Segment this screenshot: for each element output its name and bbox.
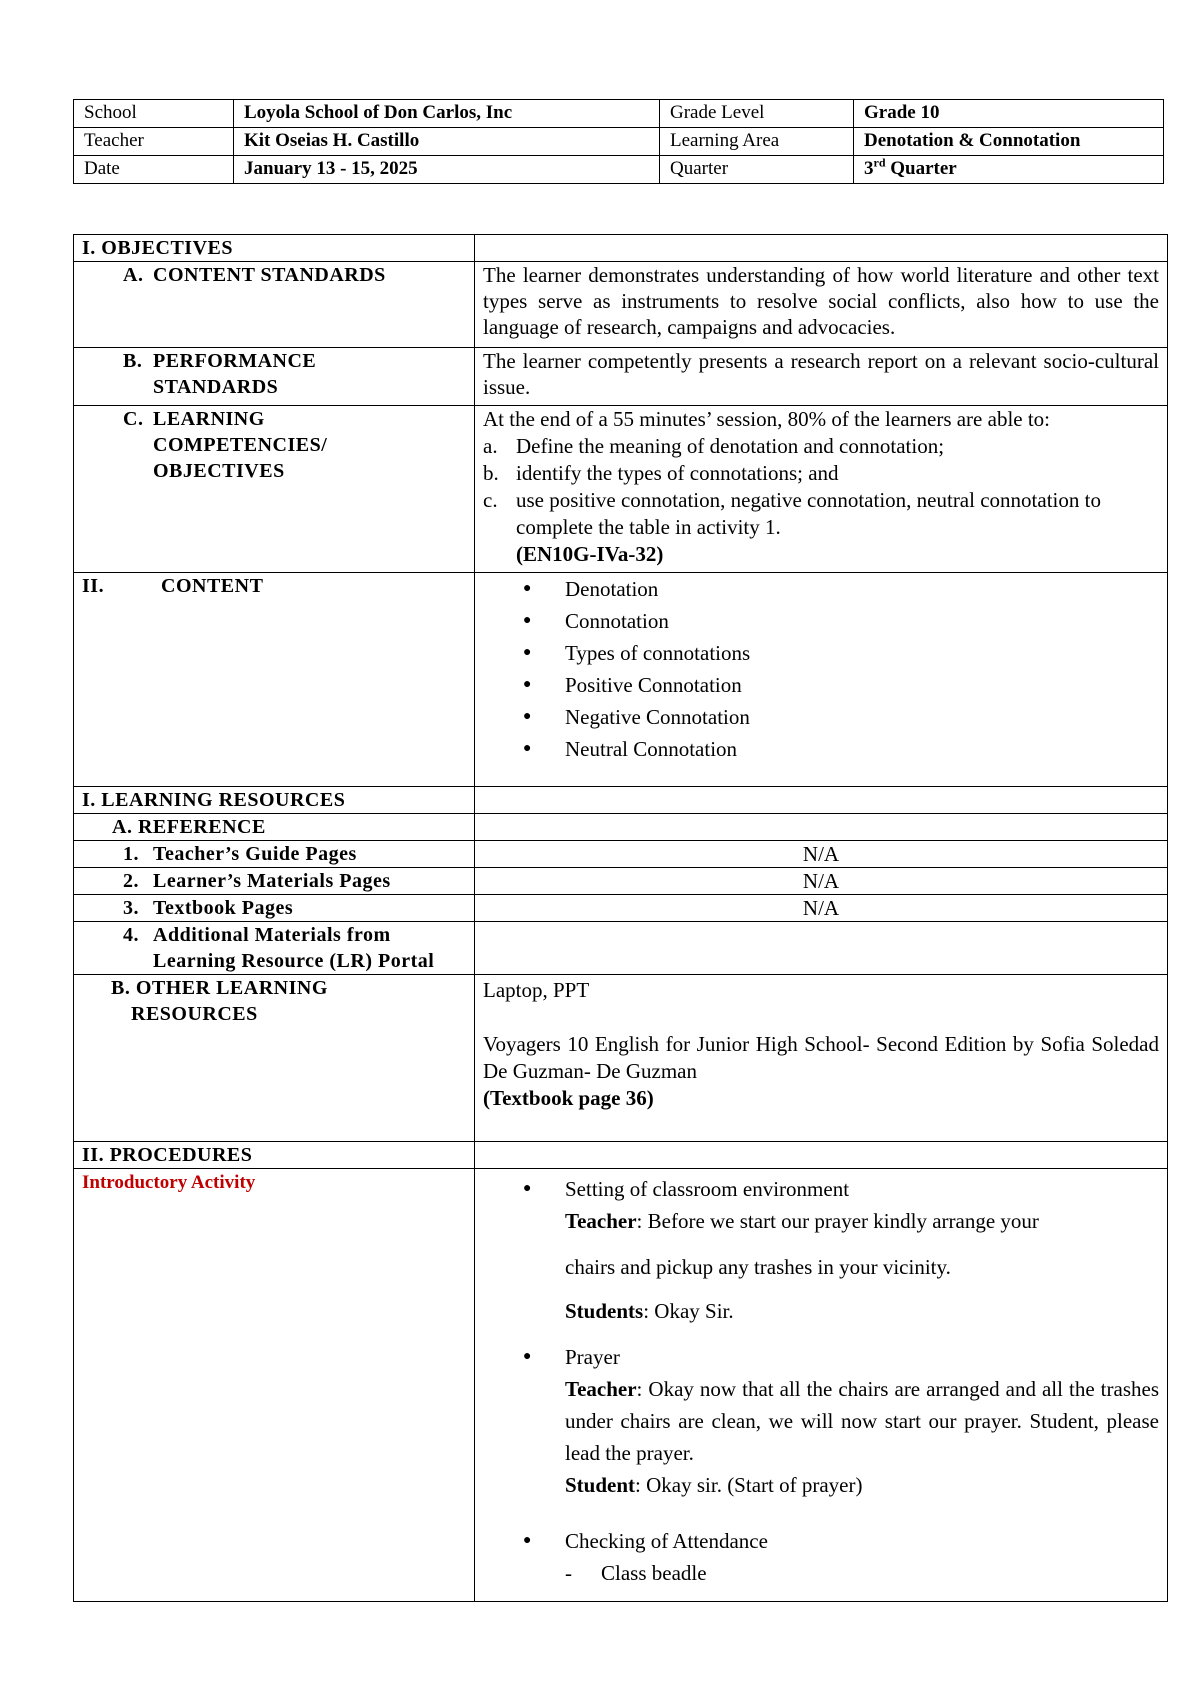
teacher-label: Teacher	[74, 128, 234, 156]
student-label: Student	[565, 1473, 636, 1497]
school-value: Loyola School of Don Carlos, Inc	[234, 100, 660, 128]
grade-level-value: Grade 10	[854, 100, 1164, 128]
teachers-guide-value: N/A	[475, 841, 1168, 868]
other-resources-label: B. OTHER LEARNING	[111, 977, 328, 999]
learning-competencies-label: LEARNING	[153, 408, 265, 430]
content-list	[483, 573, 1159, 765]
learners-materials-label: Learner’s Materials Pages	[153, 870, 391, 892]
quarter-word: Quarter	[885, 158, 957, 179]
list-item: ● Neutral Connotation	[523, 733, 1159, 765]
teachers-guide-row: 1. Teacher’s Guide Pages N/A	[74, 841, 1168, 868]
date-value: January 13 - 15, 2025	[234, 156, 660, 184]
header-row-teacher	[74, 128, 1164, 156]
content-standards-letter: A.	[123, 264, 144, 286]
competency-code: (EN10G-IVa-32)	[516, 542, 664, 566]
content-label: CONTENT	[161, 575, 264, 597]
list-item: ● Connotation	[523, 605, 1159, 637]
learning-competencies-label-3: OBJECTIVES	[153, 460, 285, 482]
list-item: ● Negative Connotation	[523, 701, 1159, 733]
learning-area-label: Learning Area	[660, 128, 854, 156]
header-row-date	[74, 156, 1164, 184]
other-resources-label-2: RESOURCES	[131, 1003, 258, 1025]
header-table	[73, 99, 1164, 184]
teacher-label: Teacher	[565, 1209, 637, 1233]
school-label: School	[74, 100, 234, 128]
list-item: b. identify the types of connotations; and	[483, 461, 839, 485]
competencies-intro: At the end of a 55 minutes’ session, 80% of the learners are able to:	[483, 407, 1051, 431]
quarter-label: Quarter	[660, 156, 854, 184]
textbook-pages-row: 3. Textbook Pages N/A	[74, 895, 1168, 922]
objectives-title: I. OBJECTIVES	[74, 235, 475, 262]
quarter-suffix: rd	[873, 155, 886, 170]
additional-materials-label: Additional Materials from	[153, 924, 391, 946]
list-item: ● Prayer Teacher: Okay now that all the chairs are arranged and all the trashes under chairs are clean, we will now start our prayer. Student, please lead the prayer. Student: Okay sir. (Start of prayer)	[523, 1341, 1159, 1501]
list-item: ● Setting of classroom environment Teacher: Before we start our prayer kindly arrange your chairs and pickup any trashes in your vicinity. Students: Okay Sir.	[523, 1173, 1159, 1327]
prayer-title: ● Prayer	[565, 1345, 620, 1369]
teacher-value: Kit Oseias H. Castillo	[234, 128, 660, 156]
introductory-activity-row	[74, 1169, 1168, 1602]
additional-materials-label-2: Learning Resource (LR) Portal	[153, 950, 435, 972]
grade-level-label: Grade Level	[660, 100, 854, 128]
reference-row	[74, 814, 1168, 841]
learning-area-value: Denotation & Connotation	[854, 128, 1164, 156]
performance-standards-text: The learner competently presents a research report on a relevant socio-cultural issue.	[475, 348, 1168, 406]
students-label: Students	[565, 1299, 644, 1323]
other-resources-line-2: Voyagers 10 English for Junior High School- Second Edition by Sofia Soledad De Guzman- De Guzman	[483, 1032, 1159, 1083]
attendance-title: ● Checking of Attendance	[565, 1529, 768, 1553]
objectives-title-row	[74, 235, 1168, 262]
content-row	[74, 573, 1168, 787]
list-item: c. use positive connotation, negative connotation, neutral connotation to complete the table in activity 1.	[483, 488, 1101, 539]
procedures-list	[483, 1173, 1159, 1589]
quarter-value	[854, 156, 1164, 184]
content-number: II.	[82, 575, 105, 597]
learning-resources-title-row	[74, 787, 1168, 814]
attendance-sub: Class beadle	[601, 1561, 707, 1585]
reference-label: A. REFERENCE	[74, 814, 475, 841]
performance-standards-label: PERFORMANCE	[153, 350, 317, 372]
textbook-pages-value: N/A	[475, 895, 1168, 922]
textbook-pages-label: Textbook Pages	[153, 897, 294, 919]
quarter-number: 3	[864, 158, 874, 179]
performance-standards-label-2: STANDARDS	[153, 376, 279, 398]
learning-resources-title: I. LEARNING RESOURCES	[74, 787, 475, 814]
learning-competencies-label-2: COMPETENCIES/	[153, 434, 328, 456]
list-item: a. Define the meaning of denotation and connotation;	[483, 434, 945, 458]
competencies-list	[483, 433, 1159, 541]
teachers-guide-label: Teacher’s Guide Pages	[153, 843, 357, 865]
learners-materials-row: 2. Learner’s Materials Pages N/A	[74, 868, 1168, 895]
list-item: ● Types of connotations	[523, 637, 1159, 669]
content-standards-text: The learner demonstrates understanding of how world literature and other text types serve as instruments to resolve social conflicts, also how to use the language of research, campaigns and advocacies.	[475, 262, 1168, 348]
other-resources-line-3: (Textbook page 36)	[483, 1086, 654, 1110]
list-item: ● Denotation	[523, 573, 1159, 605]
other-resources-row	[74, 975, 1168, 1142]
header-row-school	[74, 100, 1164, 128]
performance-standards-letter: B.	[123, 350, 143, 372]
learning-competencies-letter: C.	[123, 408, 144, 430]
lesson-plan-table	[73, 234, 1168, 1602]
content-standards-label: CONTENT STANDARDS	[153, 264, 386, 286]
procedures-title-row	[74, 1142, 1168, 1169]
list-item: ● Checking of Attendance - Class beadle	[523, 1525, 1159, 1589]
additional-materials-row: 4. Additional Materials from Learning Resource (LR) Portal	[74, 922, 1168, 975]
teacher-label: Teacher	[565, 1377, 637, 1401]
content-standards-row	[74, 262, 1168, 348]
other-resources-line-1: Laptop, PPT	[483, 978, 590, 1002]
setting-title: ● Setting of classroom environment	[565, 1177, 850, 1201]
learners-materials-value: N/A	[475, 868, 1168, 895]
procedures-title: II. PROCEDURES	[74, 1142, 475, 1169]
performance-standards-row	[74, 348, 1168, 406]
list-item: ● Positive Connotation	[523, 669, 1159, 701]
date-label: Date	[74, 156, 234, 184]
introductory-activity-label: Introductory Activity	[82, 1172, 256, 1193]
learning-competencies-row	[74, 406, 1168, 573]
